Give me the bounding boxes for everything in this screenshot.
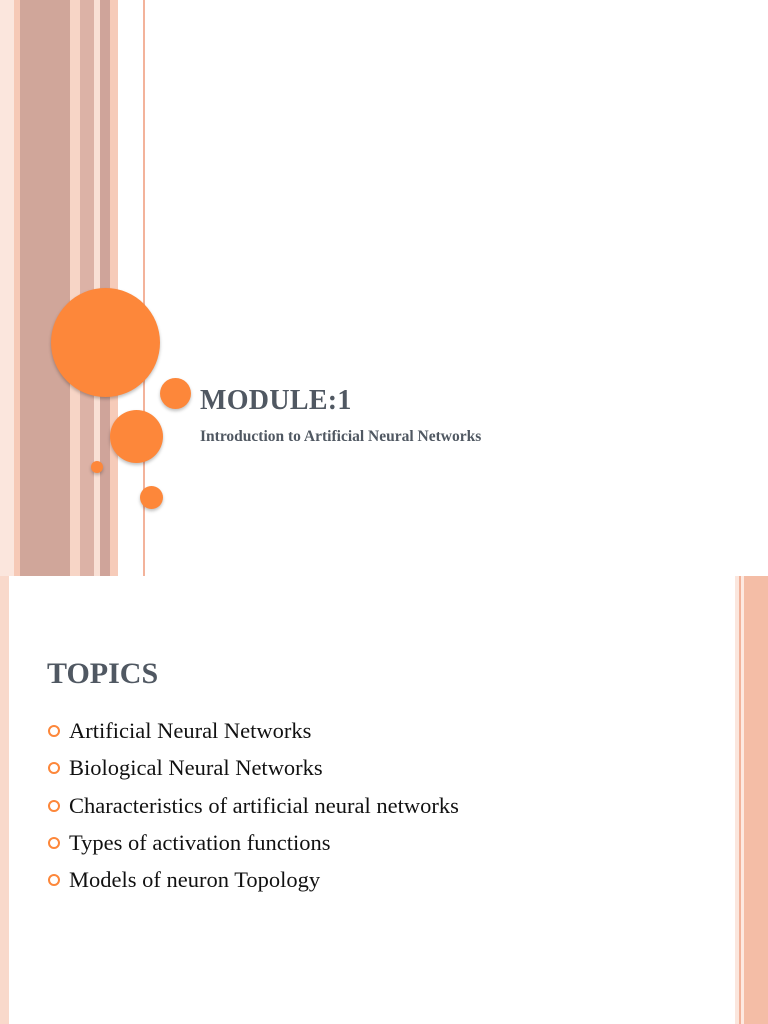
list-item-text: Models of neuron Topology — [69, 867, 321, 893]
hollow-circle-icon — [48, 874, 60, 886]
tiny-circle-icon — [91, 461, 103, 473]
stripe — [20, 0, 70, 576]
hollow-circle-icon — [48, 800, 60, 812]
hollow-circle-icon — [48, 762, 60, 774]
stripe — [70, 0, 80, 576]
list-item — [47, 753, 459, 790]
topics-list — [47, 716, 459, 902]
hollow-circle-icon — [48, 837, 60, 849]
list-item — [47, 865, 459, 902]
stripe — [744, 576, 768, 1024]
list-item — [47, 716, 459, 753]
hollow-circle-icon — [48, 725, 60, 737]
stripe — [118, 0, 142, 576]
slide-title: MODULE:1 — [200, 385, 352, 416]
list-item-text: Characteristics of artificial neural networks — [69, 792, 459, 818]
large-circle-icon — [51, 288, 160, 397]
list-item-text: Artificial Neural Networks — [69, 718, 312, 743]
list-item-text: Types of activation functions — [69, 829, 331, 855]
slide-subtitle: Introduction to Artificial Neural Networks — [200, 428, 482, 445]
list-item — [47, 791, 459, 828]
stripe — [0, 0, 14, 576]
slide-title: TOPICS — [47, 657, 159, 690]
list-item-text: Biological Neural Networks — [69, 755, 323, 781]
stripe — [80, 0, 94, 576]
topics-slide — [0, 576, 768, 1024]
small-circle-icon — [160, 378, 191, 409]
small-circle-icon — [140, 486, 163, 509]
list-item — [47, 828, 459, 865]
title-block — [200, 384, 481, 446]
medium-circle-icon — [110, 410, 163, 463]
stripe — [0, 576, 9, 1024]
decorative-stripes-left — [0, 0, 150, 576]
